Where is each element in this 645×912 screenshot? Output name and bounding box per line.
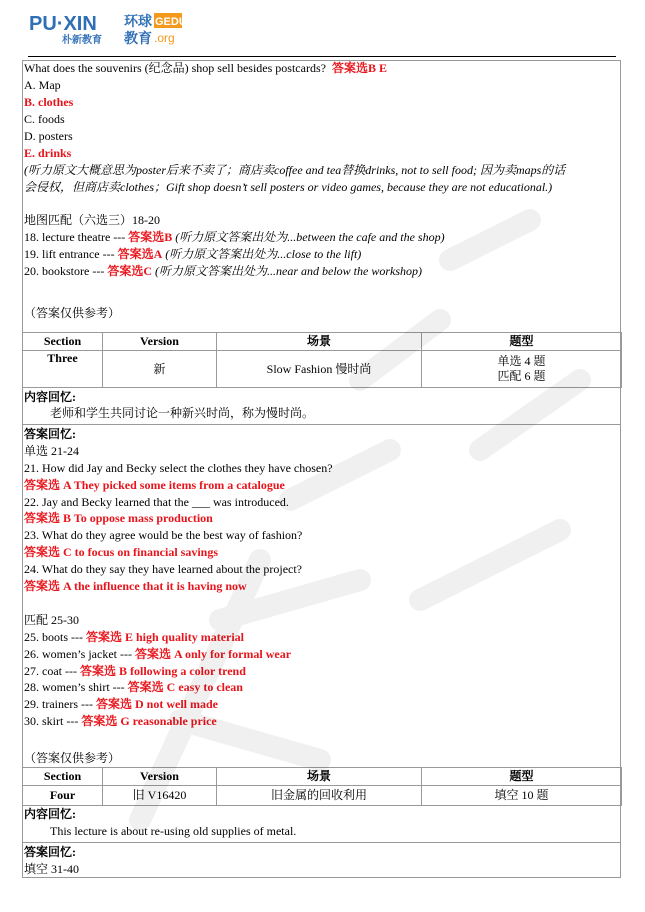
svg-text:环球: 环球 (124, 14, 152, 30)
match-25: 25. boots --- 答案选 E high quality material (24, 630, 245, 644)
header-divider (28, 56, 616, 57)
recall-label: 内容回忆: (24, 390, 76, 404)
option-b: B. clothes (24, 95, 74, 109)
header-version: Version (103, 333, 217, 351)
mc-title: 单选 21-24 (24, 444, 79, 458)
section-number: Four (23, 786, 103, 806)
section-three-table (22, 332, 622, 388)
reference-note-2: （答案仅供参考） (24, 751, 121, 765)
map-title: 地图匹配（六选三）18-20 (24, 213, 160, 227)
header-scene: 场景 (217, 333, 422, 351)
q23: 23. What do they agree would be the best way of fashion? (24, 528, 303, 542)
fill-title: 填空 31-40 (24, 862, 79, 876)
answer-label-2: 答案回忆: (24, 845, 76, 859)
match-title: 匹配 25-30 (24, 613, 79, 627)
map-item-20: 20. bookstore --- 答案选C (听力原文答案出处为...near and below the workshop) (24, 264, 422, 278)
section-version: 旧 V16420 (103, 786, 217, 806)
header-scene: 场景 (217, 768, 422, 786)
match-29: 29. trainers --- 答案选 D not well made (24, 697, 218, 711)
header-section: Section (23, 768, 103, 786)
map-item-19: 19. lift entrance --- 答案选A (听力原文答案出处为...close to the lift) (24, 247, 362, 261)
section-number: Three (23, 351, 103, 388)
recall-label-2: 内容回忆: (24, 807, 76, 821)
a22: 答案选 B To oppose mass production (24, 511, 213, 525)
section-four-table (22, 767, 622, 806)
option-a: A. Map (24, 78, 61, 92)
option-c: C. foods (24, 112, 65, 126)
section-scene: Slow Fashion 慢时尚 (217, 351, 422, 388)
header-type: 题型 (422, 333, 622, 351)
match-28: 28. women’s shirt --- 答案选 C easy to clean (24, 680, 243, 694)
svg-text:.org: .org (154, 31, 175, 45)
match-26: 26. women’s jacket --- 答案选 A only for formal wear (24, 647, 292, 661)
souvenir-note-1: (听力原文大概意思为poster后来不卖了；商店卖coffee and tea替换drinks, not to sell food; 因为卖maps的话 (24, 163, 566, 177)
q21: 21. How did Jay and Becky select the clothes they have chosen? (24, 461, 333, 475)
svg-text:PU·XIN: PU·XIN (29, 13, 97, 35)
map-item-18: 18. lecture theatre --- 答案选B (听力原文答案出处为...between the cafe and the shop) (24, 230, 445, 244)
puxin-logo (28, 10, 123, 46)
section-type: 单选 4 题 匹配 6 题 (422, 351, 622, 388)
reference-note: （答案仅供参考） (24, 306, 121, 320)
section-scene: 旧金属的回收利用 (217, 786, 422, 806)
svg-text:GEDU: GEDU (155, 16, 187, 28)
a23: 答案选 C to focus on financial savings (24, 545, 219, 559)
recall-text: 老师和学生共同讨论一种新兴时尚，称为慢时尚。 (50, 406, 315, 420)
option-d: D. posters (24, 129, 73, 143)
section-type: 填空 10 题 (422, 786, 622, 806)
divider-2 (22, 842, 621, 843)
souvenir-note-2: 会侵权，但商店卖clothes；Gift shop doesn’t sell posters or video games, because they are not educational.) (24, 180, 553, 194)
match-30: 30. skirt --- 答案选 G reasonable price (24, 714, 217, 728)
recall-text-2: This lecture is about re-using old supplies of metal. (50, 824, 297, 838)
answer-label: 答案回忆: (24, 427, 76, 441)
a21: 答案选 A They picked some items from a catalogue (24, 478, 285, 492)
header-version: Version (103, 768, 217, 786)
q24: 24. What do they say they have learned about the project? (24, 562, 303, 576)
option-e: E. drinks (24, 146, 72, 160)
q22: 22. Jay and Becky learned that the ___ was introduced. (24, 495, 289, 509)
gedu-logo (124, 10, 216, 46)
header-type: 题型 (422, 768, 622, 786)
souvenir-question: What does the souvenirs (纪念品) shop sell besides postcards? 答案选B E (24, 61, 387, 75)
header-section: Section (23, 333, 103, 351)
a24: 答案选 A the influence that it is having now (24, 579, 247, 593)
match-27: 27. coat --- 答案选 B following a color trend (24, 664, 246, 678)
svg-text:教育: 教育 (124, 31, 152, 46)
svg-text:朴新教育: 朴新教育 (62, 35, 102, 46)
section-version: 新 (103, 351, 217, 388)
divider (22, 424, 621, 425)
